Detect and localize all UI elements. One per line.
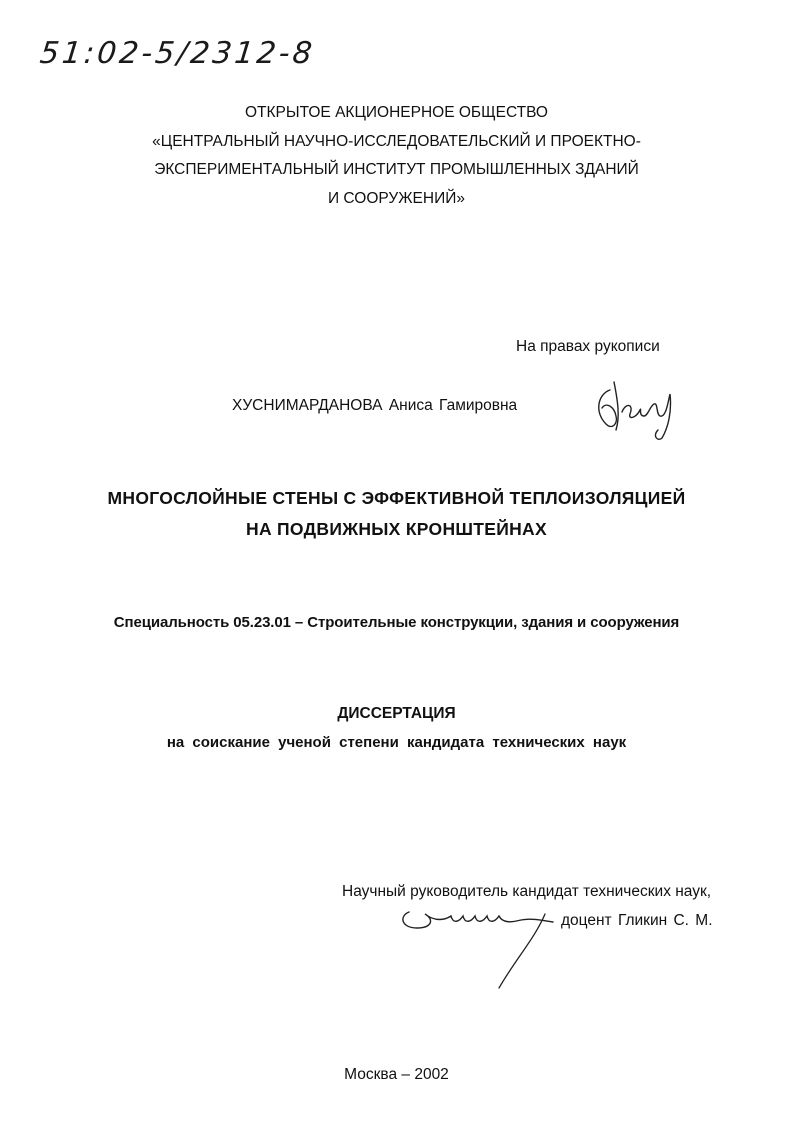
supervisor-signature	[395, 898, 570, 993]
dissertation-title	[0, 483, 793, 545]
title-line: НА ПОДВИЖНЫХ КРОНШТЕЙНАХ	[246, 519, 547, 539]
specialty: Специальность 05.23.01 – Строительные конструкции, здания и сооружения	[113, 614, 680, 631]
registry-number: 51:02-5/2312-8	[38, 36, 317, 71]
organization-line: ОТКРЫТОЕ АКЦИОНЕРНОЕ ОБЩЕСТВО	[244, 104, 548, 121]
organization-line: И СООРУЖЕНИЙ»	[327, 189, 465, 207]
organization-line: «ЦЕНТРАЛЬНЫЙ НАУЧНО-ИССЛЕДОВАТЕЛЬСКИЙ И ПРОЕКТНО-	[152, 132, 641, 150]
manuscript-rights: На правах рукописи	[516, 338, 660, 355]
organization-line: ЭКСПЕРИМЕНТАЛЬНЫЙ ИНСТИТУТ ПРОМЫШЛЕННЫХ ЗДАНИЙ	[154, 161, 639, 178]
supervisor-line-2: доцент Гликин С. М.	[561, 912, 713, 929]
organization-block	[0, 99, 793, 213]
author-name: ХУСНИМАРДАНОВА Аниса Гамировна	[232, 397, 518, 414]
supervisor-line-1: Научный руководитель кандидат технических наук,	[342, 883, 712, 900]
degree-line: на соискание ученой степени кандидата технических наук	[166, 734, 627, 751]
city-year: Москва – 2002	[344, 1066, 449, 1083]
author-signature	[588, 372, 683, 442]
title-line: МНОГОСЛОЙНЫЕ СТЕНЫ С ЭФФЕКТИВНОЙ ТЕПЛОИЗОЛЯЦИЕЙ	[107, 488, 686, 508]
document-type: ДИССЕРТАЦИЯ	[337, 705, 456, 722]
